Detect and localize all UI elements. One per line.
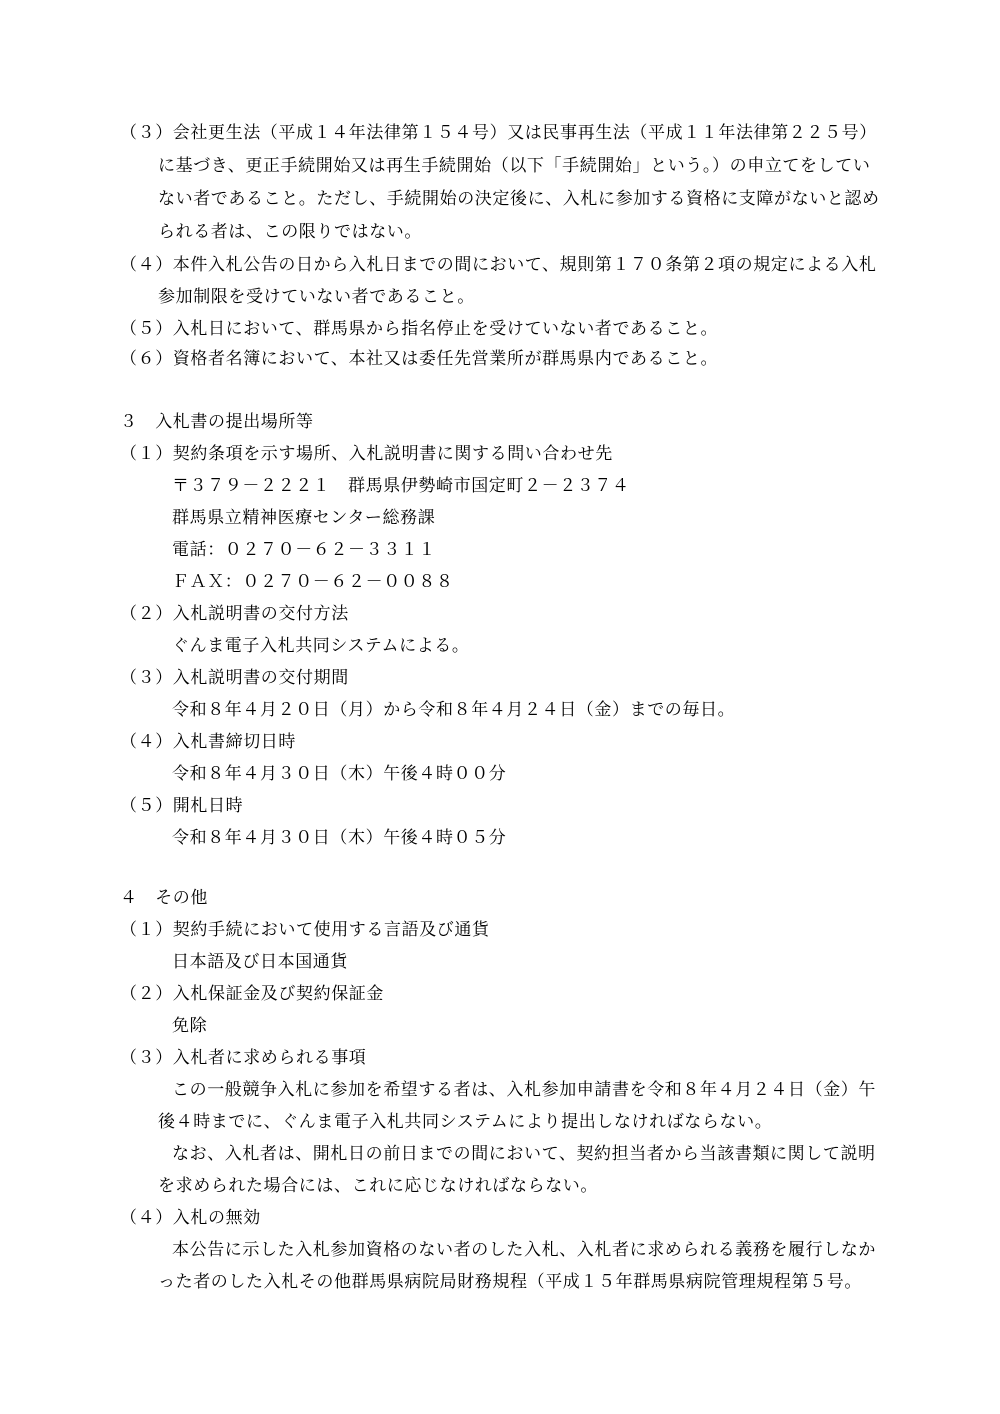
s3-item4-title: （４）入札書締切日時 [120, 732, 296, 752]
s4-item3-para2-line1: なお、入札者は、開札日の前日までの間において、契約担当者から当該書類に関して説明 [172, 1144, 876, 1164]
s4-item1-title: （１）契約手続において使用する言語及び通貨 [120, 920, 490, 940]
s4-item2-body: 免除 [172, 1016, 208, 1036]
s4-item1-body: 日本語及び日本国通貨 [172, 952, 348, 972]
s2-item3-line3: ない者であること。ただし、手続開始の決定後に、入札に参加する資格に支障がないと認め [158, 189, 880, 209]
s4-item4-line1: 本公告に示した入札参加資格のない者のした入札、入札者に求められる義務を履行しなか [172, 1240, 876, 1260]
s4-item4-title: （４）入札の無効 [120, 1208, 261, 1228]
s3-item2-title: （２）入札説明書の交付方法 [120, 604, 349, 624]
s4-item3-title: （３）入札者に求められる事項 [120, 1048, 367, 1068]
s2-item5: （５）入札日において、群馬県から指名停止を受けていない者であること。 [120, 319, 719, 339]
s2-item6: （６）資格者名簿において、本社又は委任先営業所が群馬県内であること。 [120, 349, 719, 369]
s3-item3-title: （３）入札説明書の交付期間 [120, 668, 349, 688]
section4-heading: ４ その他 [120, 888, 208, 908]
s4-item4-line2: った者のした入札その他群馬県病院局財務規程（平成１５年群馬県病院管理規程第５号。 [158, 1272, 862, 1292]
s3-item5-body: 令和８年４月３０日（木）午後４時０５分 [172, 828, 507, 848]
s4-item3-para1-line1: この一般競争入札に参加を希望する者は、入札参加申請書を令和８年４月２４日（金）午 [172, 1080, 876, 1100]
s3-item5-title: （５）開札日時 [120, 796, 244, 816]
s3-item1-org: 群馬県立精神医療センター総務課 [172, 508, 436, 528]
s2-item3-line2: に基づき、更正手続開始又は再生手続開始（以下「手続開始」という。）の申立てをしてい [158, 156, 871, 176]
s3-item1-fax: ＦＡＸ：０２７０－６２－００８８ [172, 572, 454, 592]
s3-item1-tel: 電話：０２７０－６２－３３１１ [172, 540, 436, 560]
s3-item3-body: 令和８年４月２０日（月）から令和８年４月２４日（金）までの毎日。 [172, 700, 736, 720]
s2-item4-line1: （４）本件入札公告の日から入札日までの間において、規則第１７０条第２項の規定による入札 [120, 255, 877, 275]
s3-item1-address: 〒３７９－２２２１ 群馬県伊勢崎市国定町２－２３７４ [172, 476, 630, 496]
section3-heading: ３ 入札書の提出場所等 [120, 412, 314, 432]
s4-item2-title: （２）入札保証金及び契約保証金 [120, 984, 384, 1004]
s4-item3-para1-line2: 後４時までに、ぐんま電子入札共同システムにより提出しなければならない。 [158, 1112, 773, 1132]
s2-item3-line4: られる者は、この限りではない。 [158, 222, 422, 242]
s3-item2-body: ぐんま電子入札共同システムによる。 [172, 636, 470, 656]
s3-item4-body: 令和８年４月３０日（木）午後４時００分 [172, 764, 507, 784]
s3-item1-title: （１）契約条項を示す場所、入札説明書に関する問い合わせ先 [120, 444, 613, 464]
s2-item4-line2: 参加制限を受けていない者であること。 [158, 287, 475, 307]
s2-item3-line1: （３）会社更生法（平成１４年法律第１５４号）又は民事再生法（平成１１年法律第２２５号） [120, 123, 877, 143]
s4-item3-para2-line2: を求められた場合には、これに応じなければならない。 [158, 1176, 598, 1196]
